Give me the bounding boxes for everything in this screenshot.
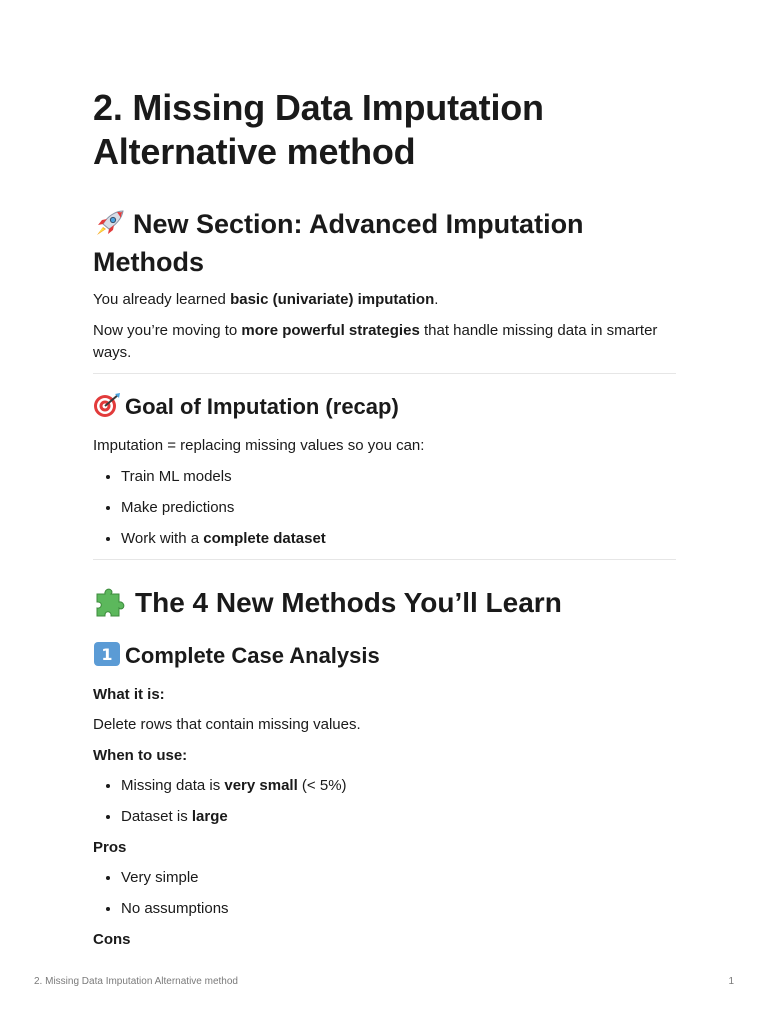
text-run: You already learned: [93, 291, 231, 308]
keycap-one-icon: [93, 641, 121, 674]
method-heading-complete-case: [93, 641, 676, 674]
list-item: • Train ML models: [121, 466, 676, 488]
text-run: Now you’re moving to: [93, 322, 242, 339]
text-bold: basic (univariate) imputation: [230, 291, 435, 308]
list-item: • No assumptions: [121, 898, 676, 920]
method-heading-text: Complete Case Analysis: [125, 643, 380, 668]
section-heading-goal: [93, 392, 676, 425]
paragraph-intro: [93, 289, 676, 311]
text-run: Dataset is: [121, 808, 192, 825]
rocket-icon: [93, 208, 127, 246]
label-cons: Cons: [93, 931, 131, 948]
list-item: [121, 775, 676, 797]
document-page: [93, 86, 676, 959]
document-title: 2. Missing Data Imputation Alternative method: [93, 87, 544, 172]
section-heading-text: New Section: Advanced Imputation Methods: [93, 209, 584, 277]
section-heading-advanced-methods: [93, 208, 676, 279]
target-icon: [93, 392, 121, 425]
list-item: [121, 528, 676, 550]
divider: [93, 559, 676, 560]
paragraph-strategies: [93, 320, 676, 364]
section-heading-text: The 4 New Methods You’ll Learn: [135, 587, 562, 618]
section-heading-text: Goal of Imputation (recap): [125, 394, 399, 419]
text-bold: more powerful strategies: [241, 322, 420, 339]
label-what-it-is: What it is:: [93, 686, 165, 703]
page-footer: [34, 976, 734, 987]
text-run: .: [434, 291, 439, 308]
divider: [93, 373, 676, 374]
pros-list: [93, 867, 676, 920]
goal-list: [93, 466, 676, 550]
puzzle-piece-icon: [93, 584, 129, 627]
text-run: (< 5%): [297, 777, 347, 794]
text-bold: very small: [224, 777, 298, 794]
when-list: [93, 775, 676, 828]
text-run: Missing data is: [121, 777, 225, 794]
list-item: [121, 806, 676, 828]
paragraph-goal-intro: Imputation = replacing missing values so you can:: [93, 437, 425, 454]
label-pros: Pros: [93, 839, 127, 856]
page-number: 1: [728, 976, 734, 987]
svg-text:1: 1: [101, 645, 113, 664]
label-when-to-use: When to use:: [93, 747, 188, 764]
footer-title: 2. Missing Data Imputation Alternative method: [34, 976, 238, 987]
list-item: • Make predictions: [121, 497, 676, 519]
text-run: that handle missing data in smarter ways.: [93, 322, 658, 361]
list-item: • Very simple: [121, 867, 676, 889]
paragraph-what-it-is: Delete rows that contain missing values.: [93, 716, 361, 733]
section-heading-new-methods: [93, 584, 676, 627]
text-bold: complete dataset: [203, 530, 326, 547]
text-bold: large: [191, 808, 228, 825]
text-run: Work with a: [121, 530, 204, 547]
